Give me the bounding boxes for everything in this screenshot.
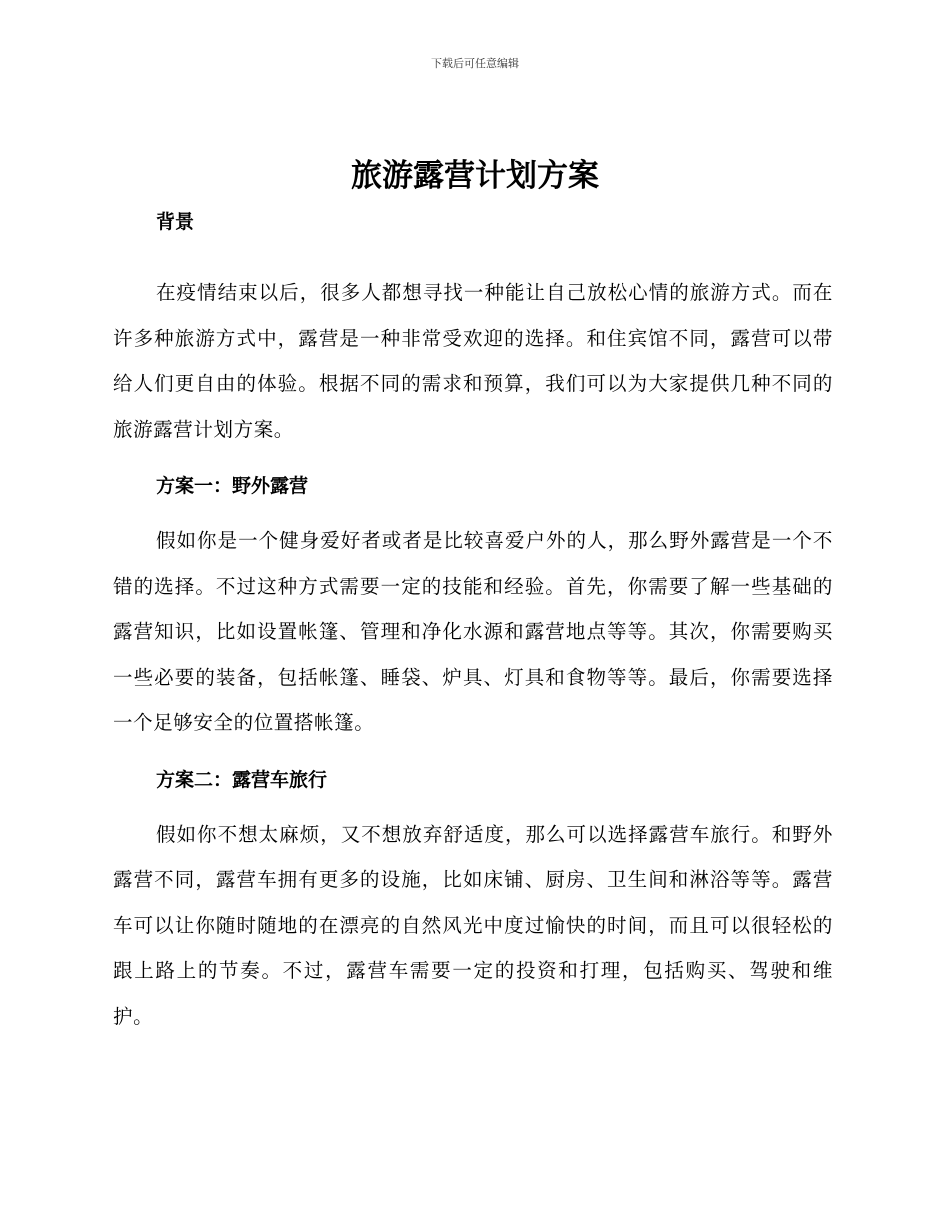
section-paragraph-background: 在疫情结束以后，很多人都想寻找一种能让自己放松心情的旅游方式。而在许多种旅游方式中，露营是一种非常受欢迎的选择。和住宾馆不同，露营可以带给人们更自由的体验。根据不同的需求和预算，我们可以为大家提供几种不同的旅游露营计划方案。	[113, 281, 833, 441]
header-watermark: 下载后可任意编辑	[431, 57, 519, 70]
section-paragraph-plan-two: 假如你不想太麻烦，又不想放弃舒适度，那么可以选择露营车旅行。和野外露营不同，露营车拥有更多的设施，比如床铺、厨房、卫生间和淋浴等等。露营车可以让你随时随地的在漂亮的自然风光中度过愉快的时间，而且可以很轻松的跟上路上的节奏。不过，露营车需要一定的投资和打理，包括购买、驾驶和维护。	[113, 822, 833, 1028]
document-body	[113, 198, 833, 1049]
section-heading-plan-one: 方案一：野外露营	[156, 475, 309, 497]
section-heading-plan-two: 方案二：露营车旅行	[156, 768, 328, 791]
section-heading-background: 背景	[156, 211, 195, 233]
document-title: 旅游露营计划方案	[351, 158, 599, 194]
section-paragraph-plan-one: 假如你是一个健身爱好者或者是比较喜爱户外的人，那么野外露营是一个不错的选择。不过这种方式需要一定的技能和经验。首先，你需要了解一些基础的露营知识，比如设置帐篷、管理和净化水源和露营地点等等。其次，你需要购买一些必要的装备，包括帐篷、睡袋、炉具、灯具和食物等等。最后，你需要选择一个足够安全的位置搭帐篷。	[113, 529, 833, 734]
